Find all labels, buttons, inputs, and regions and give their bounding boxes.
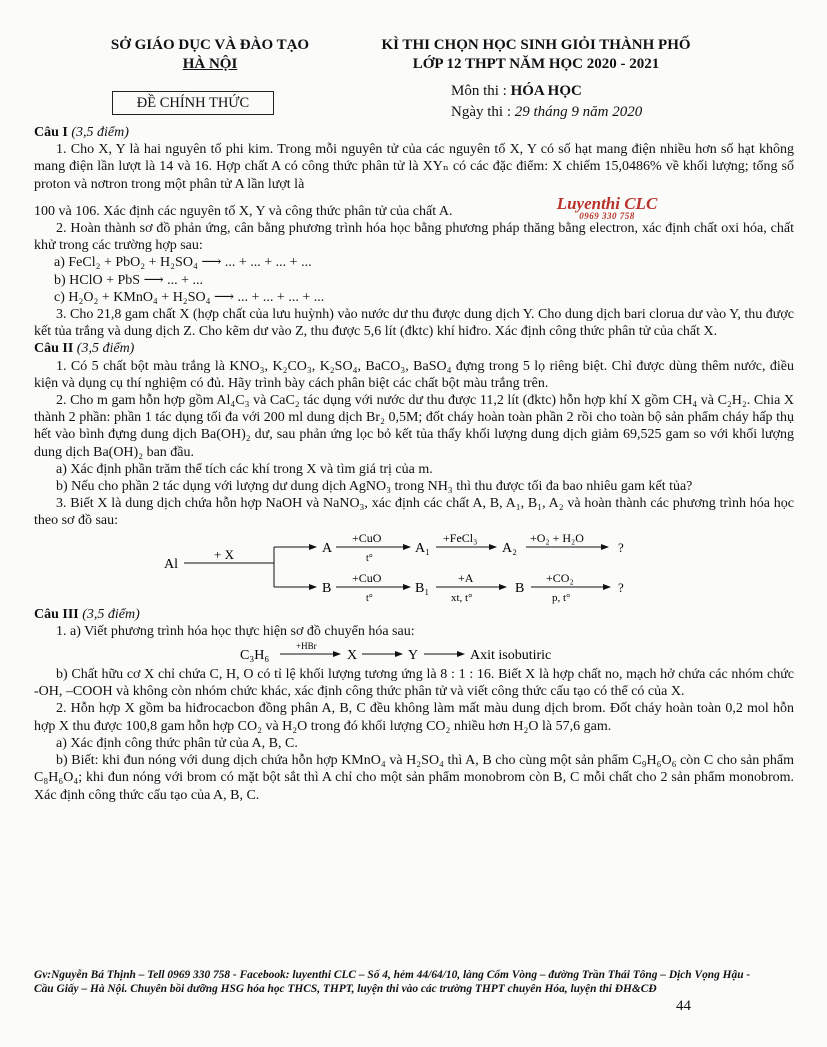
exam-header [356,36,716,74]
scheme-co2: +CO₂ [546,570,574,585]
page-number: 44 [676,998,691,1014]
q3-part2b: b) Biết: khi đun nóng với dung dịch chứa hỗn hợp KMnO₄ và H₂SO₄ thì A, B cho cùng một sản phẩm C₉H₆O₆ còn C cho sản phẩm C₈H₆O₄; khi đun nóng với brom có mặt bột sắt thì A chỉ cho một sản phẩm monobrom còn B, C mỗi chất cho 2 sản phẩm monobrom. Xác định công thức cấu tạo của A, B, C. [34,753,794,803]
scheme-a2: A₂ [502,540,517,556]
q1-part3: 3. Cho 21,8 gam chất X (hợp chất của lưu huỳnh) vào nước dư thu được dung dịch Y. Cho dung dịch bari clorua dư vào Y, thu được kết tủa trắng và dung dịch Z. Cho kẽm dư vào Z, thu được 5,6 lít (đktc) khí hiđro. Xác định công thức phân tử của chất X. [34,307,794,340]
scheme-plus-a: +A [458,570,474,585]
reaction-scheme [34,530,794,606]
department-line1: SỞ GIÁO DỤC VÀ ĐÀO TẠO [110,37,310,53]
logo-phone: 0969 330 758 [579,211,635,221]
date-label: Ngày thi : [451,104,515,120]
department-header [70,36,350,74]
exam-content [34,124,794,804]
scheme-b: B [322,580,332,596]
department-line2: HÀ NỘI [182,56,238,72]
q3-part1b: b) Chất hữu cơ X chỉ chứa C, H, O có tỉ lệ khối lượng tương ứng là 8 : 1 : 16. Biết X là hợp chất no, mạch hở chứa các nhóm chức -OH, –COOH và không còn nhóm chức khác, xác định công thức phân tử và viết công thức cấu tạo có thể có của X. [34,667,794,700]
date-value: 29 tháng 9 năm 2020 [514,104,643,120]
q1-eq-b: b) HClO + PbS ⟶ ... + ... [54,272,204,288]
q1-eq-a: a) FeCl₂ + PbO₂ + H₂SO₄ ⟶ ... + ... + ... + ... [54,255,312,271]
q2-part2a: a) Xác định phần trăm thể tích các khí trong X và tìm giá trị của m. [56,461,433,477]
exam-line2: LỚP 12 THPT NĂM HỌC 2020 - 2021 [412,56,660,72]
scheme-al: Al [164,556,178,572]
q2-title: Câu II (3,5 điểm) [34,341,135,357]
subject-label: Môn thi : [451,83,511,99]
official-badge: ĐỀ CHÍNH THỨC [112,91,274,115]
chain-x: X [347,648,358,664]
chain-hbr: +HBr [296,641,317,652]
subject-line [451,83,582,100]
chain-y: Y [408,648,419,664]
q2-part2: 2. Cho m gam hỗn hợp gồm Al₄C₃ và CaC₂ tác dụng với nước dư thu được 11,2 lít (đktc) hỗn hợp khí X gồm CH₄ và C₂H₂. Chia X thành 2 phần: phần 1 tác dụng tối đa với 200 ml dung dịch Br₂ 0,5M; đốt cháy hoàn toàn phần 2 rồi cho toàn bộ sản phẩm cháy hấp thụ hết vào bình đựng dung dịch Ba(OH)₂ dư, sau phản ứng lọc bỏ kết tủa thấy khối lượng dung dịch giảm 69,525 gam so với khối lượng dung dịch Ba(OH)₂ ban đầu. [34,393,794,460]
scheme-t-top: t° [366,552,373,564]
subject-value: HÓA HỌC [510,83,582,99]
scheme-xt-t: xt, t° [451,591,473,604]
scheme-a1: A₁ [415,540,430,556]
exam-line1: KÌ THI CHỌN HỌC SINH GIỎI THÀNH PHỐ [381,37,691,53]
scheme-q-bot: ? [618,579,624,595]
scheme-a: A [322,540,333,556]
scheme-cuo-bot: +CuO [352,570,382,585]
q2-part3: 3. Biết X là dung dịch chứa hỗn hợp NaOH và NaNO₃, xác định các chất A, B, A₁, B₁, A₂ và hoàn thành các phương trình hóa học theo sơ đồ sau: [34,496,794,529]
q3-part2a: a) Xác định công thức phân tử của A, B, C. [56,735,298,751]
date-line [451,104,642,121]
scheme-p-t: p, t° [552,591,571,604]
q3-title: Câu III (3,5 điểm) [34,606,140,622]
scheme-t-bot: t° [366,592,373,604]
footer-note: Gv:Nguyễn Bá Thịnh – Tell 0969 330 758 - Facebook: luyenthi CLC – Số 4, hẻm 44/64/10, làng Cốm Vòng – đường Trần Thái Tông – Dịch Vọng Hậu - Cầu Giấy – Hà Nội. Chuyên bồi dưỡng HSG hóa học THCS, THPT, luyện thi vào các trường THPT chuyên Hóa, luyện thi ĐH&CĐ [34,969,751,995]
chain-c3h6: C₃H₆ [240,648,270,664]
logo-name: Luyenthi CLC [556,194,658,213]
q3-part1a: 1. a) Viết phương trình hóa học thực hiện sơ đồ chuyển hóa sau: [56,623,415,639]
scheme-o2h2o: +O₂ + H₂O [530,530,584,545]
q1-part1-cont: 100 và 106. Xác định các nguyên tố X, Y và công thức phân tử của chất A. [34,203,453,219]
chain-end: Axit isobutiric [470,648,552,664]
scheme-b-end: B [515,580,525,596]
scheme-fecl3: +FeCl₃ [443,530,478,545]
scheme-cuo-top: +CuO [352,530,382,545]
q1-title: Câu I (3,5 điểm) [34,125,129,140]
q3-part2: 2. Hỗn hợp X gồm ba hiđrocacbon đồng phân A, B, C đều không làm mất màu dung dịch brom. Đốt cháy hoàn toàn 0,2 mol hỗn hợp X thu được 100,8 gam hỗn hợp CO₂ và H₂O trong đó khối lượng CO₂ nhiều hơn H₂O là 57,6 gam. [34,701,794,734]
q1-eq-c: c) H₂O₂ + KMnO₄ + H₂SO₄ ⟶ ... + ... + ... + ... [54,289,325,305]
q1-part2: 2. Hoàn thành sơ đồ phản ứng, cân bằng phương trình hóa học bằng phương pháp thăng bằng electron, xác định chất oxi hóa, chất khử trong các trường hợp sau: [34,221,794,254]
scheme-q-top: ? [618,539,624,555]
q1-part1: 1. Cho X, Y là hai nguyên tố phi kim. Trong mỗi nguyên tử của các nguyên tố X, Y có số hạt mang điện nhiều hơn số hạt không mang điện lần lượt là 14 và 16. Hợp chất A có công thức phân tử là XYₙ có các đặc điểm: X chiếm 15,0486% về khối lượng; tổng số proton và nơtron trong một phân tử A lần lượt là [34,142,794,192]
conversion-chain [34,640,794,666]
q2-part2b: b) Nếu cho phần 2 tác dụng với lượng dư dung dịch AgNO₃ trong NH₃ thì thu được tối đa bao nhiêu gam kết tủa? [56,479,693,495]
q2-part1: 1. Có 5 chất bột màu trắng là KNO₃, K₂CO₃, K₂SO₄, BaCO₃, BaSO₄ đựng trong 5 lọ riêng biệt. Chỉ được dùng thêm nước, điều kiện và dụng cụ thí nghiệm có đủ. Hãy trình bày cách phân biệt các chất bột màu trắng trên. [34,358,794,391]
scheme-x-label: + X [214,546,234,562]
scheme-b1: B₁ [415,580,430,596]
